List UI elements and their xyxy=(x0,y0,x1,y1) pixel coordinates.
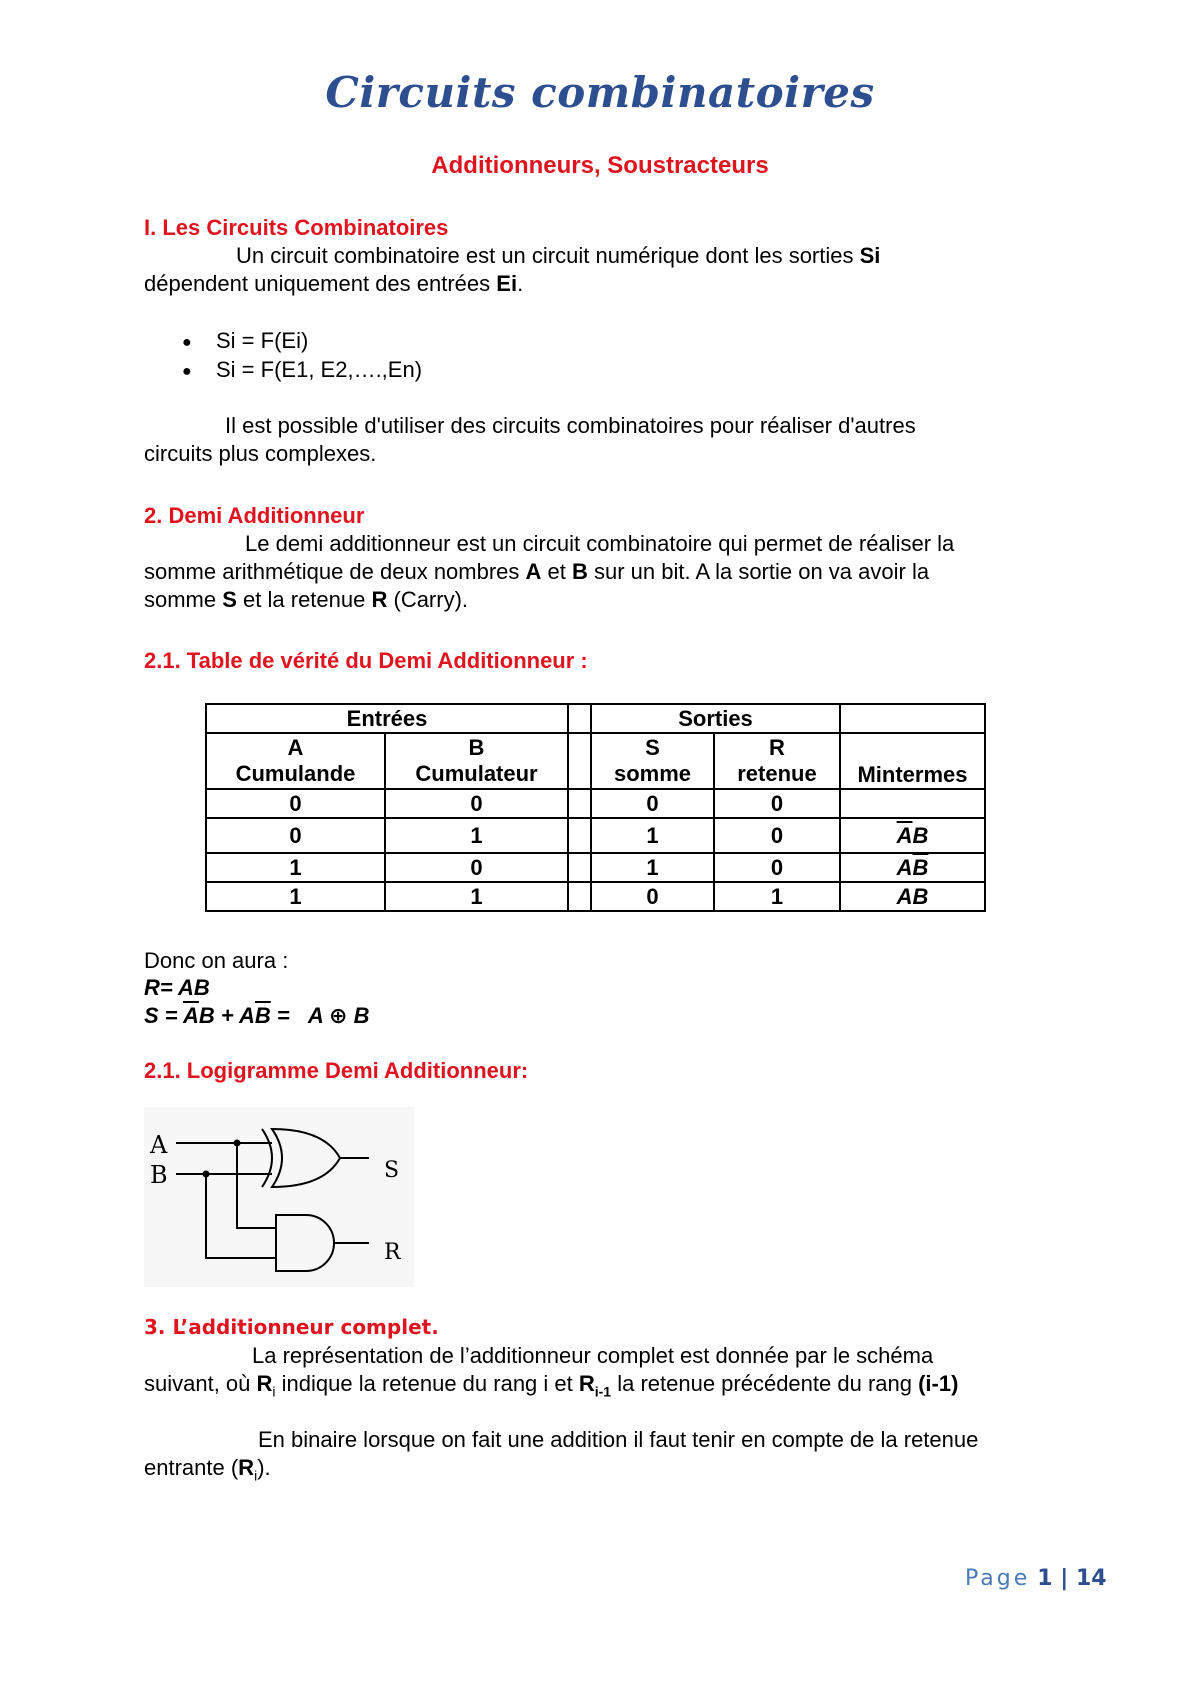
header-line: Cumulateur xyxy=(415,761,538,786)
minterm-var: B xyxy=(912,883,929,909)
text-run: , E2,….,En) xyxy=(308,357,423,382)
cell-minterm xyxy=(840,853,985,882)
section-3-heading: 3. L’additionneur complet. xyxy=(144,1315,439,1339)
section-1-paragraph-2-line-1: Il est possible d'utiliser des circuits combinatoires pour réaliser d'autres xyxy=(225,413,916,438)
section-3-line-4 xyxy=(144,1454,271,1489)
section-2-line-1: Le demi additionneur est un circuit combinatoire qui permet de réaliser la xyxy=(245,531,955,556)
text-run: somme arithmétique de deux nombres xyxy=(144,559,526,584)
text-run: somme xyxy=(144,587,223,612)
cell-r: 0 xyxy=(714,789,840,818)
cell-s: 0 xyxy=(591,789,714,818)
page-current: 1 xyxy=(1037,1566,1053,1591)
diagram-label-b: B xyxy=(150,1161,168,1189)
table-header-inputs: Entrées xyxy=(206,704,568,733)
var: A xyxy=(238,1003,255,1028)
minterm-var-negated: $\overline{A}$ xyxy=(896,822,913,848)
junction-dot-a xyxy=(234,1140,241,1147)
section-2-line-2 xyxy=(144,558,929,586)
text-run-bold: Si xyxy=(859,243,881,268)
junction-dot-b xyxy=(203,1171,210,1178)
table-spacer-cell xyxy=(568,704,591,733)
text-run-bold: (i-1) xyxy=(918,1371,959,1396)
table-empty-cell xyxy=(840,704,985,733)
bullet-item-2 xyxy=(182,356,586,384)
section-3-line-1: La représentation de l’additionneur complet est donnée par le schéma xyxy=(252,1343,934,1368)
text-run-bold: R xyxy=(371,587,388,612)
header-line: retenue xyxy=(737,761,817,786)
header-line: Cumulande xyxy=(235,761,356,786)
bullet-dot-icon: ● xyxy=(182,334,192,351)
diagram-background xyxy=(144,1107,414,1287)
text-run: + xyxy=(214,1003,239,1028)
text-run: S = xyxy=(144,1003,183,1028)
table-group-header-row xyxy=(206,704,985,733)
cell-a: 0 xyxy=(206,789,385,818)
cell-s: 0 xyxy=(591,882,714,911)
var-negated: $\overline{B}$ xyxy=(254,1003,271,1028)
header-line: B xyxy=(468,735,485,760)
cell-b: 0 xyxy=(385,853,568,882)
section-logigramme-heading: 2.1. Logigramme Demi Additionneur: xyxy=(144,1058,529,1083)
text-run-bold: A xyxy=(525,559,542,584)
page-number xyxy=(965,1566,1107,1591)
cell-a: 1 xyxy=(206,882,385,911)
equation-s xyxy=(144,1002,369,1030)
section-2-heading: 2. Demi Additionneur xyxy=(144,503,365,528)
diagram-label-a: A xyxy=(150,1131,168,1159)
text-run-bold: R xyxy=(238,1455,255,1480)
section-1-heading: I. Les Circuits Combinatoires xyxy=(144,215,449,240)
text-run: Un circuit combinatoire est un circuit numérique dont les sorties xyxy=(236,243,860,268)
table-header-a xyxy=(206,733,385,789)
document-subtitle: Additionneurs, Soustracteurs xyxy=(431,152,769,179)
section-1-paragraph-2-line-2: circuits plus complexes. xyxy=(144,441,377,466)
header-line: S xyxy=(645,735,660,760)
header-line: somme xyxy=(613,761,692,786)
subscript: i xyxy=(272,1383,276,1400)
text-run: dépendent uniquement des entrées xyxy=(144,271,497,296)
text-run-bold: R xyxy=(578,1371,595,1396)
section-3-line-3: En binaire lorsque on fait une addition il faut tenir en compte de la retenue xyxy=(258,1427,979,1452)
page-total: 14 xyxy=(1075,1566,1107,1591)
table-header-b xyxy=(385,733,568,789)
var: B xyxy=(198,1003,215,1028)
table-spacer-cell xyxy=(568,818,591,853)
section-2-line-3 xyxy=(144,586,468,614)
text-run: F(E1 xyxy=(260,357,309,382)
cell-s: 1 xyxy=(591,818,714,853)
cell-minterm xyxy=(840,789,985,818)
diagram-label-r: R xyxy=(384,1240,401,1265)
minterm-var-negated: $\overline{B}$ xyxy=(912,854,929,880)
table-row xyxy=(206,789,985,818)
text-run: indique la retenue du rang i et xyxy=(275,1371,579,1396)
var-negated: $\overline{A}$ xyxy=(182,1003,199,1028)
minterm-var: A xyxy=(896,854,913,880)
cell-a: 0 xyxy=(206,818,385,853)
minterm-var: A xyxy=(896,883,913,909)
text-run: et xyxy=(541,559,572,584)
bullet-dot-icon: ● xyxy=(182,363,192,380)
document-title: Circuits combinatoires xyxy=(325,68,875,117)
table-spacer-cell xyxy=(568,853,591,882)
text-run: F(Ei) xyxy=(260,328,309,353)
cell-minterm xyxy=(840,882,985,911)
text-run: . xyxy=(517,271,524,296)
text-run: = xyxy=(270,1003,296,1028)
section-3-line-2 xyxy=(144,1370,958,1405)
text-run: (Carry). xyxy=(387,587,469,612)
truth-table xyxy=(205,703,986,912)
table-header-s xyxy=(591,733,714,789)
half-adder-diagram xyxy=(144,1107,414,1287)
text-run-bold: B xyxy=(572,559,588,584)
table-header-r xyxy=(714,733,840,789)
table-row xyxy=(206,818,985,853)
xor-expression: A ⊕ B xyxy=(307,1003,370,1028)
cell-r: 0 xyxy=(714,818,840,853)
subscript: i-1 xyxy=(594,1383,612,1400)
diagram-label-s: S xyxy=(384,1158,400,1183)
section-1-paragraph-line-2 xyxy=(144,270,523,298)
cell-b: 0 xyxy=(385,789,568,818)
section-1-paragraph-line-1 xyxy=(236,242,880,270)
cell-minterm xyxy=(840,818,985,853)
minterm-var: B xyxy=(912,822,929,848)
bullet-item-1 xyxy=(182,327,586,355)
cell-b: 1 xyxy=(385,882,568,911)
text-run: la retenue précédente du rang xyxy=(611,1371,919,1396)
page-word: Page xyxy=(965,1566,1031,1591)
section-2-1-heading: 2.1. Table de vérité du Demi Additionneur : xyxy=(144,648,588,673)
table-header-outputs: Sorties xyxy=(591,704,840,733)
text-run-bold: Ei xyxy=(496,271,518,296)
header-line: R xyxy=(769,735,785,760)
text-run: et la retenue xyxy=(236,587,372,612)
text-run: sur un bit. A la sortie on va avoir la xyxy=(587,559,930,584)
text-run: ). xyxy=(257,1455,271,1480)
cell-s: 1 xyxy=(591,853,714,882)
table-header-mintermes: Mintermes xyxy=(840,733,985,789)
table-spacer-cell xyxy=(568,882,591,911)
cell-a: 1 xyxy=(206,853,385,882)
text-run: Si = xyxy=(216,328,261,353)
subscript: i xyxy=(254,1467,258,1484)
cell-r: 0 xyxy=(714,853,840,882)
text-run: suivant, où xyxy=(144,1371,257,1396)
cell-b: 1 xyxy=(385,818,568,853)
equation-r: R= AB xyxy=(144,975,210,1000)
cell-r: 1 xyxy=(714,882,840,911)
equations-intro: Donc on aura : xyxy=(144,948,289,973)
table-spacer-cell xyxy=(568,733,591,789)
table-column-header-row xyxy=(206,733,985,789)
text-run-bold: R xyxy=(256,1371,273,1396)
text-run: entrante ( xyxy=(144,1455,239,1480)
text-run: Si = xyxy=(216,357,261,382)
text-run-bold: S xyxy=(222,587,237,612)
table-row xyxy=(206,853,985,882)
table-row xyxy=(206,882,985,911)
table-spacer-cell xyxy=(568,789,591,818)
page-separator: | xyxy=(1052,1566,1076,1591)
header-line: A xyxy=(287,735,304,760)
